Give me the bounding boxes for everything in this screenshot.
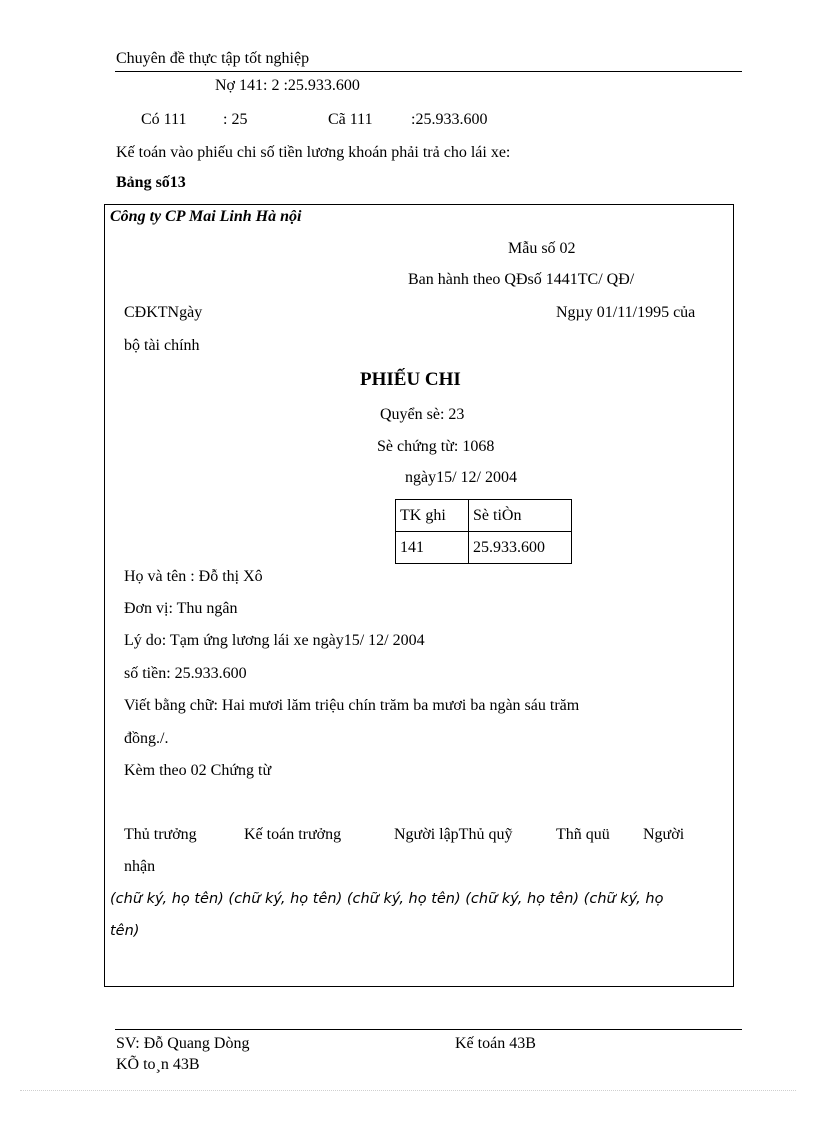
company-name: Công ty CP Mai Linh Hà nội [110,208,302,225]
voucher-title: PHIẾU CHI [360,369,461,390]
footer-rule [115,1029,742,1030]
intro-text: Kế toán vào phiếu chi số tiền lương khoán phải trả cho lái xe: [116,144,511,161]
signer-receiver: Người [643,826,685,843]
table-row [396,500,572,532]
page-header-title: Chuyên đề thực tập tốt nghiệp [116,50,310,67]
issued-by-line-2b: Ngµy 01/11/1995 của [556,304,696,321]
header-rule [115,71,742,72]
voucher-number: Sè chứng từ: 1068 [377,438,495,455]
amount-value: 25.933.600 [469,532,572,564]
page-bottom-dots [20,1090,796,1091]
signature-note-line-2: tên) [110,923,140,939]
credit-entry-account-2: Cã 111 [328,111,373,128]
amount-in-words-line-2: đồng./. [124,730,169,747]
footer-class-right: Kế toán 43B [455,1035,536,1052]
account-value: 141 [396,532,469,564]
signer-chief-accountant: Kế toán trưởng [244,826,342,843]
reason: Lý do: Tạm ứng lương lái xe ngày15/ 12/ 2004 [124,632,425,649]
amount: số tiền: 25.933.600 [124,665,247,682]
debit-entry: Nợ 141: 2 :25.933.600 [215,77,360,94]
signer-preparer: Người lậpThủ quỹ [394,826,513,843]
voucher-date: ngày15/ 12/ 2004 [405,469,517,486]
credit-entry-value-2: :25.933.600 [411,111,488,128]
signer-head: Thủ trưởng [124,826,197,843]
signature-note-line-1: (chữ ký, họ tên) (chữ ký, họ tên) (chữ ký, họ tên) (chữ ký, họ tên) (chữ ký, họ [110,891,664,907]
account-table [395,499,572,564]
form-number: Mẫu số 02 [508,240,576,257]
book-number: Quyển sè: 23 [380,406,465,423]
footer-class-left: KÕ to¸n 43B [116,1056,200,1073]
credit-entry-value: : 25 [223,111,248,128]
attachments: Kèm theo 02 Chứng từ [124,762,272,779]
signer-cashier: Thñ quü [556,826,610,843]
account-header: TK ghi [396,500,469,532]
issued-by-line-2a: CĐKTNgày [124,304,203,321]
unit: Đơn vị: Thu ngân [124,600,238,617]
footer-student: SV: Đỗ Quang Dòng [116,1035,250,1052]
issued-by-line-3: bộ tài chính [124,337,200,354]
table-label: Bảng số13 [116,174,186,191]
table-row [396,532,572,564]
recipient-name: Họ và tên : Đỗ thị Xô [124,568,263,585]
issued-by-line-1: Ban hành theo QĐsố 1441TC/ QĐ/ [408,271,635,288]
amount-in-words-line-1: Viết bằng chữ: Hai mươi lăm triệu chín trăm ba mươi ba ngàn sáu trăm [124,697,580,714]
credit-entry-account: Có 111 [141,111,187,128]
amount-header: Sè tiÒn [469,500,572,532]
signer-receiver-line-2: nhận [124,858,156,875]
